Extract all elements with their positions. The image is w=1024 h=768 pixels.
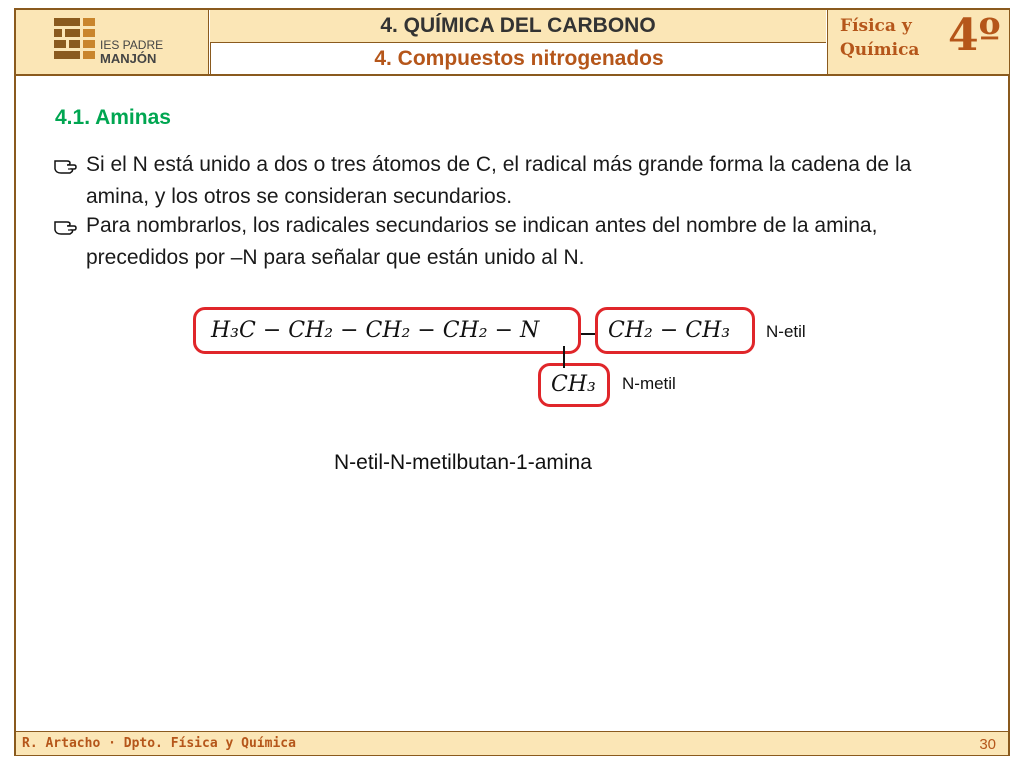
logo-icon <box>16 10 208 74</box>
footer-author: R. Artacho · Dpto. Física y Química <box>22 736 296 751</box>
grade-label: 4º <box>948 10 1001 61</box>
logo-line2: MANJÓN <box>100 51 157 66</box>
methyl-label: N-metil <box>622 374 676 393</box>
bullet-item-2 <box>52 210 972 274</box>
header-divider <box>16 74 1008 76</box>
section-heading: 4.1. Aminas <box>55 106 171 129</box>
ethyl-label: N-etil <box>766 322 806 341</box>
subject-label <box>840 14 919 62</box>
footer-bar <box>16 731 1008 755</box>
pointing-hand-icon <box>52 210 82 249</box>
page-number: 30 <box>979 736 996 753</box>
logo-line1: IES PADRE <box>100 38 164 52</box>
chapter-title: 4. QUÍMICA DEL CARBONO <box>380 14 656 37</box>
main-chain-formula: H₃C − CH₂ − CH₂ − CH₂ − N <box>211 318 540 343</box>
subject-line1: Física y <box>840 16 912 36</box>
ethyl-formula: CH₂ − CH₃ <box>608 318 731 343</box>
bullet-text-2: Para nombrarlos, los radicales secundarios se indican antes del nombre de la amina, precedidos por –N para señalar que están unido al N. <box>86 214 878 269</box>
pointing-hand-icon <box>52 149 82 188</box>
section-title-bar <box>210 43 827 75</box>
section-title: 4. Compuestos nitrogenados <box>374 46 664 70</box>
n-methyl-bond <box>563 346 565 368</box>
school-logo <box>16 10 209 74</box>
bullet-item-1 <box>52 149 972 213</box>
n-ethyl-bond <box>581 333 595 335</box>
subject-line2: Química <box>840 40 920 60</box>
bullet-text-1: Si el N está unido a dos o tres átomos de C, el radical más grande forma la cadena de la amina, y los otros se consideran secundarios. <box>86 153 912 208</box>
compound-name: N-etil-N-metilbutan-1-amina <box>334 451 592 474</box>
methyl-formula: CH₃ <box>551 372 596 397</box>
chapter-title-bar <box>210 10 826 43</box>
